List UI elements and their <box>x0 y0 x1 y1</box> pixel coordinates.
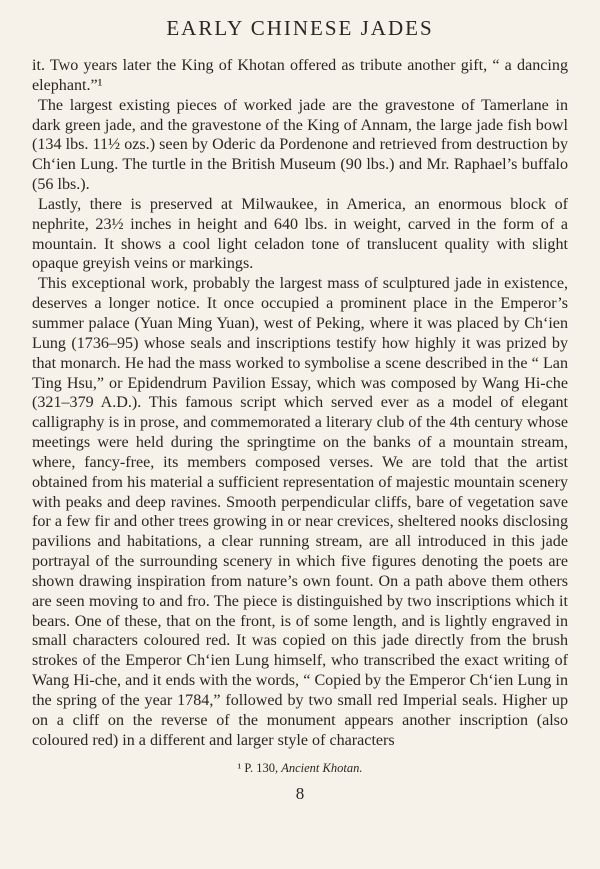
footnote-source: Ancient Khotan. <box>281 760 363 775</box>
footnote-ref: P. 130, <box>244 760 279 775</box>
body-text <box>32 56 568 751</box>
running-head: EARLY CHINESE JADES <box>166 16 434 40</box>
paragraph-1: it. Two years later the King of Khotan offered as tribute another gift, “ a dancing elephant.”¹ <box>32 57 568 94</box>
footnote <box>32 761 568 776</box>
paragraph-2: The largest existing pieces of worked jade are the gravestone of Tamerlane in dark green jade, and the gravestone of the King of Annam, the large jade fish bowl (134 lbs. 11½ ozs.) seen by Oderic da Pordenone and retrieved from destruction by Ch‘ien Lung. The turtle in the British Museum (90 lbs.) and Mr. Raphael’s buffalo (56 lbs.). <box>32 96 568 194</box>
paragraph-3: Lastly, there is preserved at Milwaukee, in America, an enormous block of nephrite, 23½ inches in height and 640 lbs. in weight, carved in the form of a mountain. It shows a cool light celadon tone of translucent quality with slight opaque greyish veins or markings. <box>32 195 568 273</box>
paragraph-4: This exceptional work, probably the largest mass of sculptured jade in existence, deserves a longer notice. It once occupied a prominent place in the Emperor’s summer palace (Yuan Ming Yuan), west of Peking, where it was placed by Ch‘ien Lung (1736–95) whose seals and inscriptions testify how highly it was prized by that monarch. He had the mass worked to symbolise a scene described in the “ Lan Ting Hsu,” or Epidendrum Pavilion Essay, which was composed by Wang Hi-che (321–379 A.D.). This famous script which served ever as a model of elegant calligraphy is in prose, and commemorated a literary club of the 4th century whose meetings were held during the springtime on the banks of a mountain stream, where, fancy-free, its members composed verses. We are told that the artist obtained from his material a sufficient representation of majestic mountain scenery with peaks and deep ravines. Smooth perpendicular cliffs, bare of vegetation save for a few fir and other trees growing in or near crevices, sheltered nooks disclosing pavilions and habitations, a clear running stream, are all introduced in this jade portrayal of the surrounding scenery in which five figures denoting the poets are shown drawing inspiration from nature’s own fount. On a path above them others are seen moving to and fro. The piece is distinguished by two inscriptions which it bears. One of these, that on the front, is of some length, and is lightly engraved in small characters coloured red. It was copied on this jade directly from the brush strokes of the Emperor Ch‘ien Lung himself, who transcribed the exact writing of Wang Hi-che, and it ends with the words, “ Copied by the Emperor Ch‘ien Lung in the spring of the year 1784,” followed by two small red Imperial seals. Higher up on a cliff on the reverse of the monument appears another inscription (also coloured red) in a different and larger style of characters <box>32 275 568 749</box>
footnote-marker: ¹ <box>237 760 242 775</box>
page-number: 8 <box>295 783 305 803</box>
